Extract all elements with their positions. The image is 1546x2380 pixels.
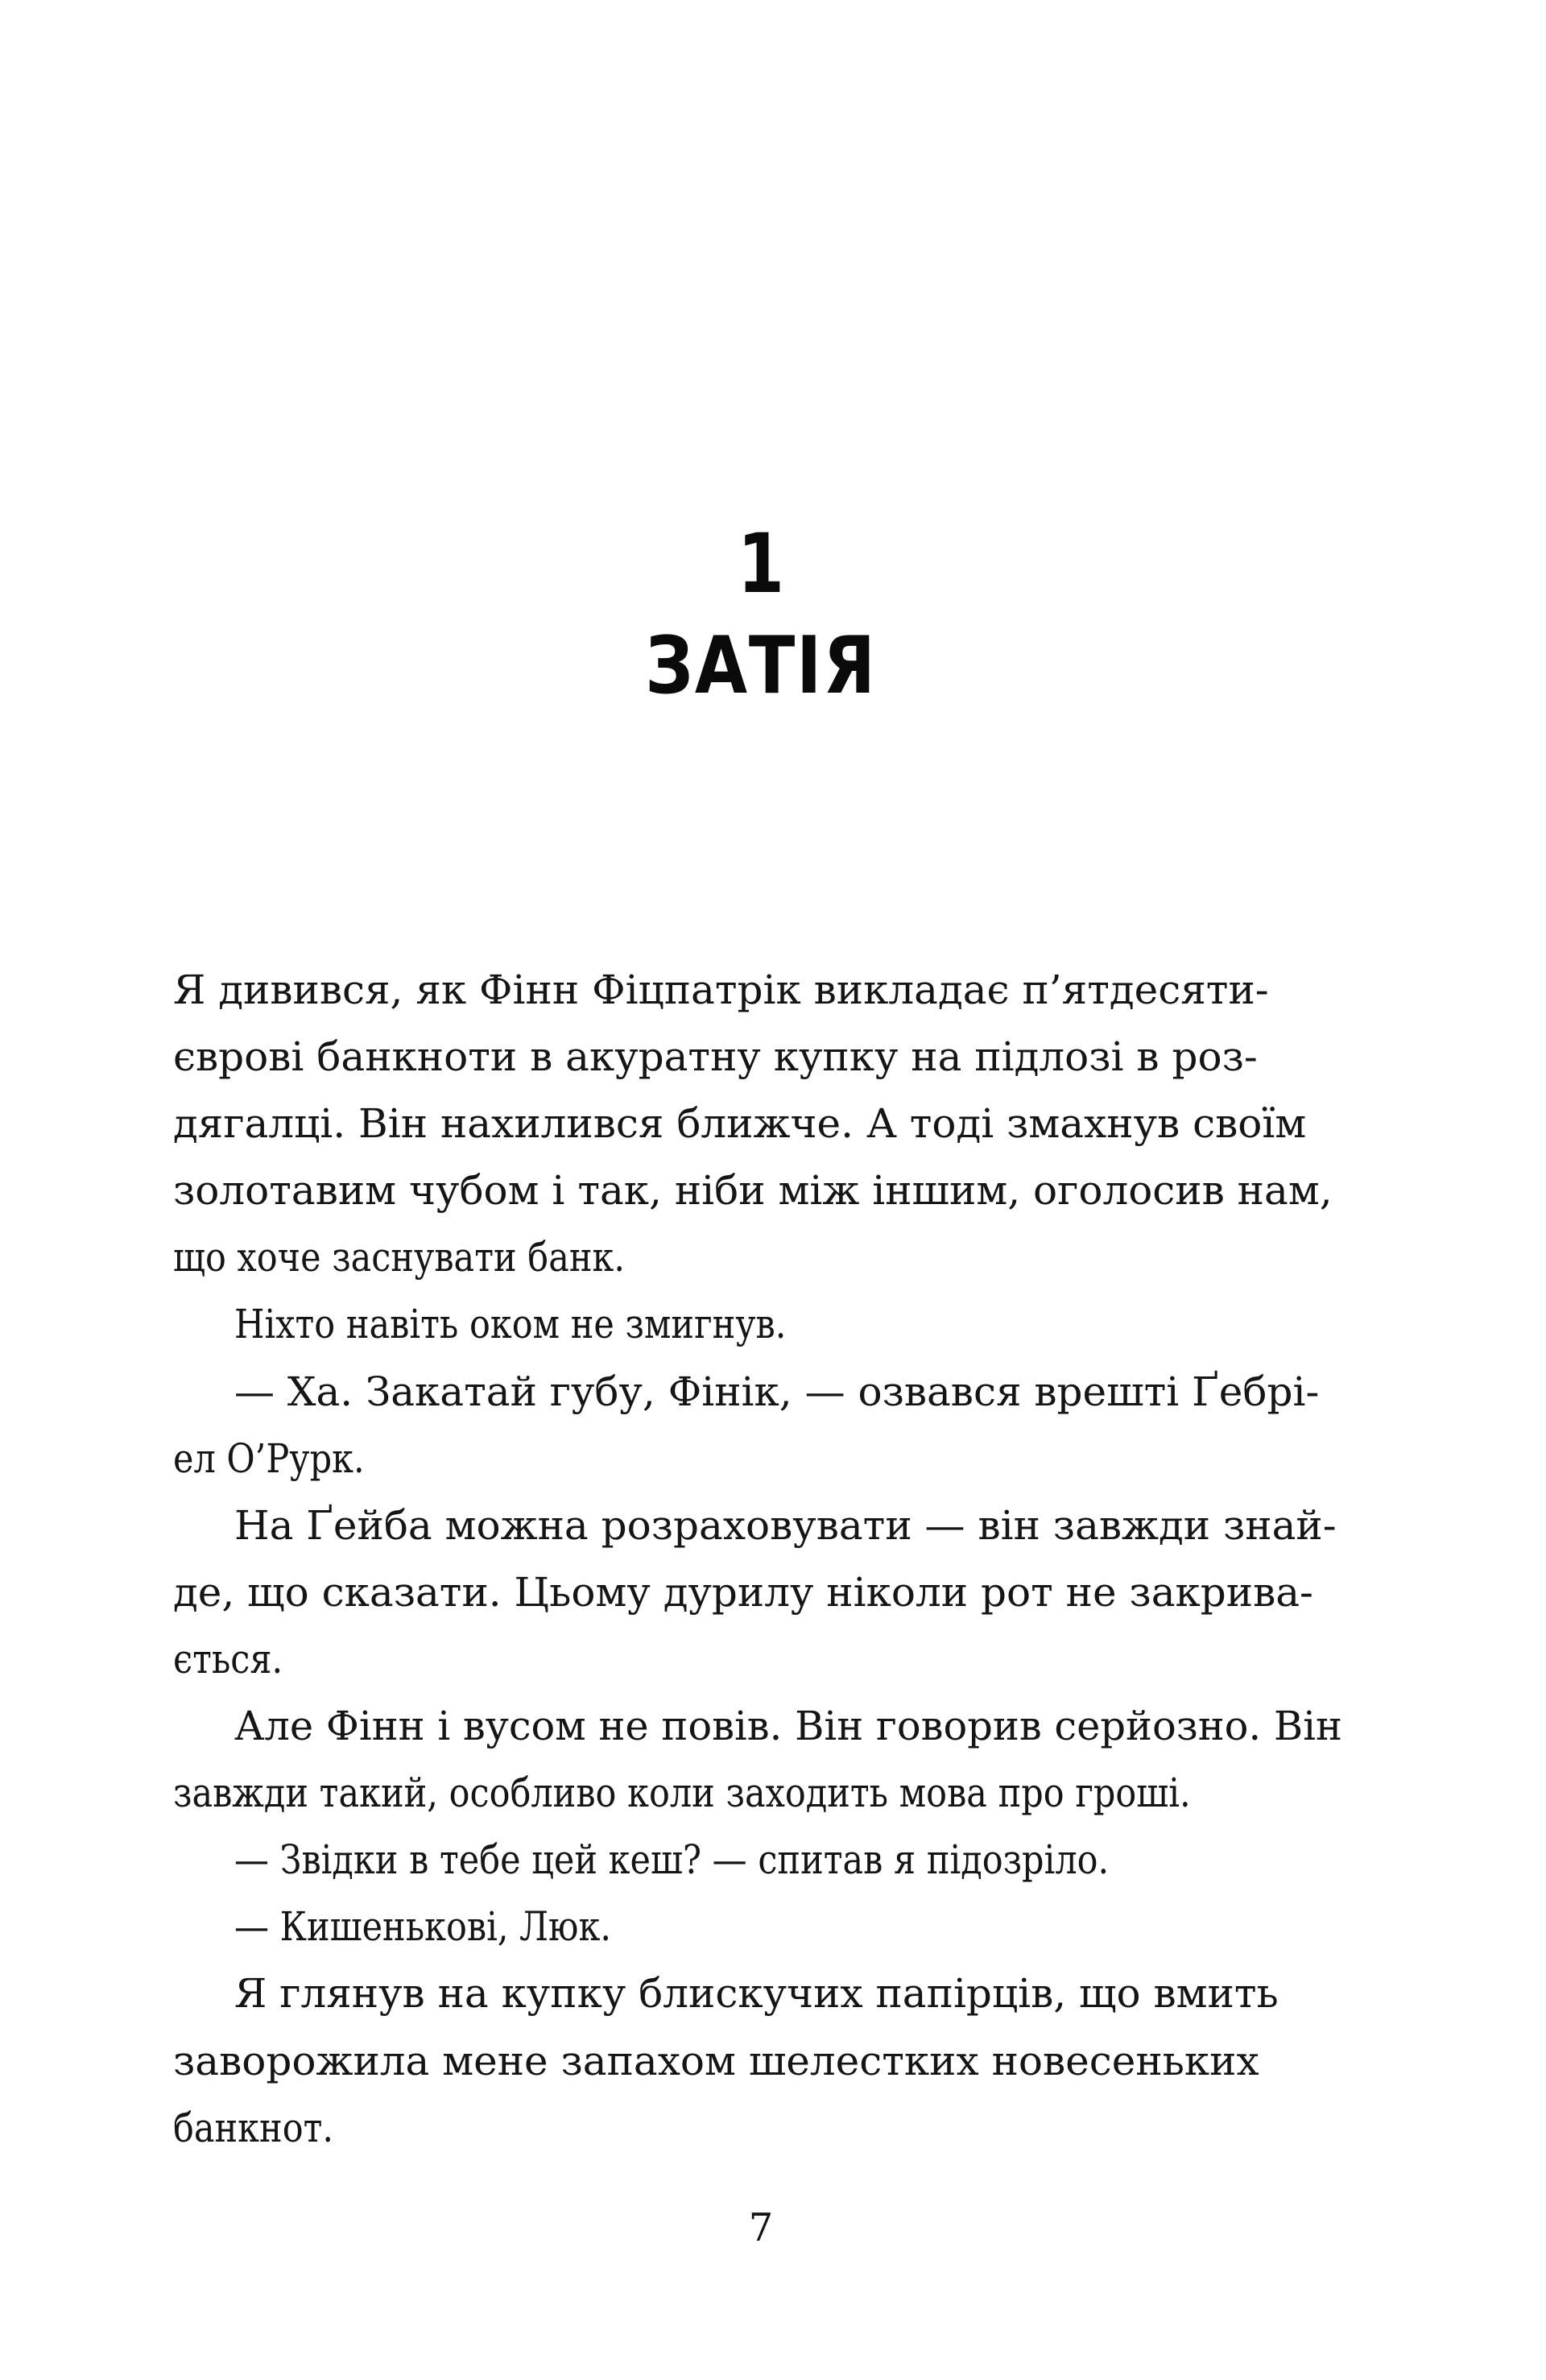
text-line: завжди такий, особливо коли заходить мова про гроші. xyxy=(173,1769,1191,1817)
text-line: На Ґейба можна розраховувати — він завжди знай- xyxy=(234,1501,1337,1549)
text-line: що хоче заснувати банк. xyxy=(173,1234,626,1281)
text-line: заворожила мене запахом шелестких новесеньких xyxy=(173,2037,1259,2084)
text-line: Але Фінн і вусом не повів. Він говорив серйозно. Він xyxy=(234,1703,1342,1750)
chapter-title: ЗАТІЯ xyxy=(645,620,877,712)
chapter-body xyxy=(173,957,1342,2162)
text-line: де, що сказати. Цьому дурилу ніколи рот не закрива- xyxy=(173,1568,1313,1616)
text-line: золотавим чубом і так, ніби між іншим, оголосив нам, xyxy=(173,1167,1333,1215)
text-line: ється. xyxy=(173,1635,283,1683)
text-line: ел О’Рурк. xyxy=(173,1434,365,1482)
text-line: єврові банкноти в акуратну купку на підлозі в роз- xyxy=(173,1033,1258,1081)
page-number: 7 xyxy=(748,2205,774,2250)
text-line: — Звідки в тебе цей кеш? — спитав я підозріло. xyxy=(234,1836,1110,1884)
chapter-number: 1 xyxy=(737,516,785,612)
text-line: — Кишенькові, Люк. xyxy=(234,1903,612,1951)
text-line: банкнот. xyxy=(173,2104,334,2151)
text-line: Ніхто навіть оком не змигнув. xyxy=(234,1301,787,1348)
text-line: — Ха. Закатай губу, Фінік, — озвався врешті Ґебрі- xyxy=(234,1368,1320,1415)
text-line: Я дивився, як Фінн Фіцпатрік викладає п’ятдесяти- xyxy=(173,966,1269,1013)
text-line: дягалці. Він нахилився ближче. А тоді змахнув своїм xyxy=(173,1100,1307,1148)
text-line: Я глянув на купку блискучих папірців, що вмить xyxy=(234,1970,1279,2018)
